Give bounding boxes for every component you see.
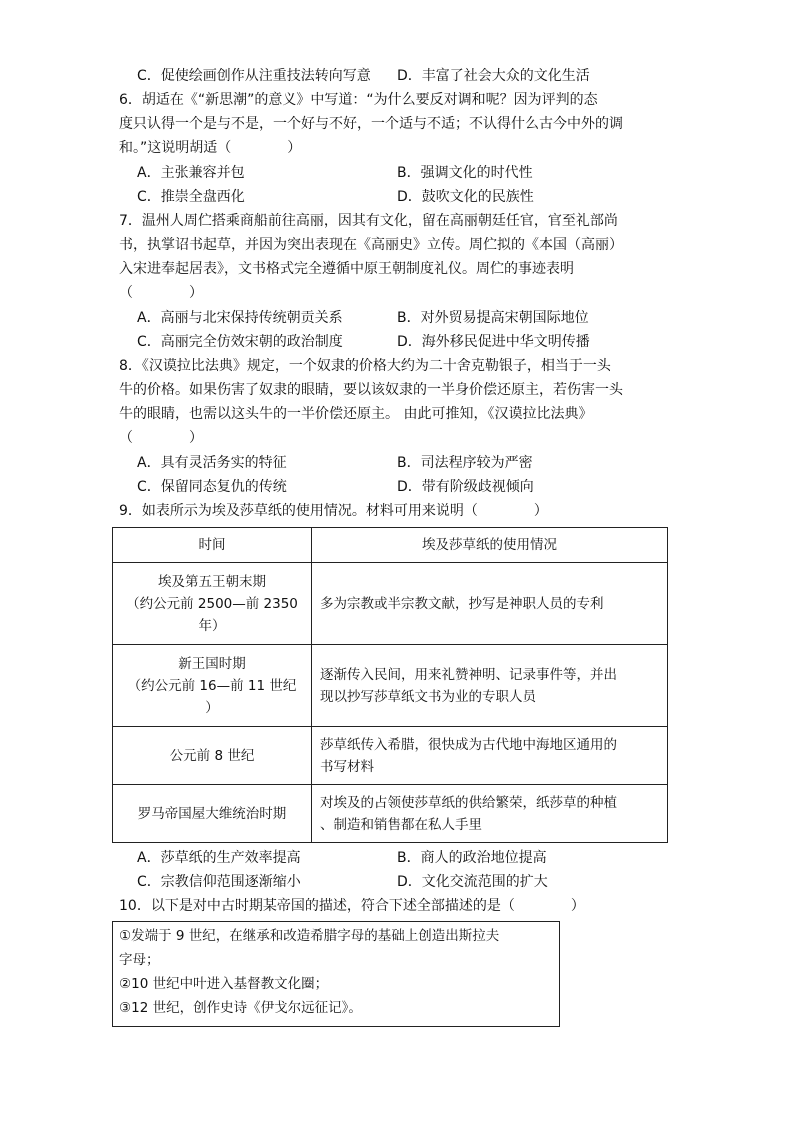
q7-answer-blank: （ ） xyxy=(119,285,203,301)
q7-option-b: B．对外贸易提高宋朝国际地位 xyxy=(397,310,589,326)
q7-option-a: A．高丽与北宋保持传统朝贡关系 xyxy=(137,310,343,326)
q7-option-d: D．海外移民促进中华文明传播 xyxy=(397,334,590,350)
table-row xyxy=(113,563,668,645)
q8-option-b: B．司法程序较为严密 xyxy=(397,455,533,471)
q5-option-d: D．丰富了社会大众的文化生活 xyxy=(397,68,590,84)
table-cell-period: 埃及第五王朝末期 （约公元前 2500—前 2350 年） xyxy=(113,563,312,645)
q10-item-3: ③12 世纪，创作史诗《伊戈尔远征记》。 xyxy=(119,1000,362,1016)
table-header-usage: 埃及莎草纸的使用情况 xyxy=(312,528,668,563)
table-cell-period: 新王国时期 （约公元前 16—前 11 世纪 ） xyxy=(113,645,312,727)
q8-stem-line1: 8．《汉谟拉比法典》规定，一个奴隶的价格大约为二十舍克勒银子，相当于一头 xyxy=(119,358,611,374)
q7-stem-line2: 书，执掌诏书起草，并因为突出表现在《高丽史》立传。周伫拟的《本国（高丽） xyxy=(119,237,623,253)
q8-stem-line3: 牛的眼睛，也需以这头牛的一半价偿还原主。 由此可推知，《汉谟拉比法典》 xyxy=(119,406,593,422)
q8-answer-blank: （ ） xyxy=(119,430,203,446)
q9-option-a: A．莎草纸的生产效率提高 xyxy=(137,850,301,866)
table-row xyxy=(113,785,668,843)
q10-item-1-cont: 字母； xyxy=(119,952,160,968)
q8-option-c: C．保留同态复仇的传统 xyxy=(137,479,287,495)
table-header-time: 时间 xyxy=(113,528,312,563)
q9-option-b: B．商人的政治地位提高 xyxy=(397,850,547,866)
papyrus-usage-table xyxy=(112,527,668,843)
table-cell-usage: 对埃及的占领使莎草纸的供给繁荣，纸莎草的种植 、制造和销售都在私人手里 xyxy=(312,785,668,843)
q10-stem: 10．以下是对中古时期某帝国的描述，符合下述全部描述的是（ ） xyxy=(119,898,585,914)
q8-option-a: A．具有灵活务实的特征 xyxy=(137,455,287,471)
table-cell-usage: 莎草纸传入希腊，很快成为古代地中海地区通用的 书写材料 xyxy=(312,727,668,785)
q7-option-c: C．高丽完全仿效宋朝的政治制度 xyxy=(137,334,343,350)
q9-stem: 9．如表所示为埃及莎草纸的使用情况。材料可用来说明（ ） xyxy=(119,503,548,519)
q6-option-d: D．鼓吹文化的民族性 xyxy=(397,189,534,205)
q10-item-2: ②10 世纪中叶进入基督教文化圈； xyxy=(119,976,329,992)
table-header-row xyxy=(113,528,668,563)
table-cell-usage: 多为宗教或半宗教文献，抄写是神职人员的专利 xyxy=(312,563,668,645)
q8-stem-line2: 牛的价格。如果伤害了奴隶的眼睛，要以该奴隶的一半身价偿还原主，若伤害一头 xyxy=(119,382,623,398)
table-cell-period: 罗马帝国屋大维统治时期 xyxy=(113,785,312,843)
q6-stem-line3: 和。”这说明胡适（ ） xyxy=(119,140,302,156)
q10-item-1: ①发端于 9 世纪，在继承和改造希腊字母的基础上创造出斯拉夫 xyxy=(119,928,500,944)
q6-option-a: A．主张兼容并包 xyxy=(137,165,245,181)
q6-stem-line2: 度只认得一个是与不是，一个好与不好，一个适与不适；不认得什么古今中外的调 xyxy=(119,116,623,132)
table-row xyxy=(113,645,668,727)
q6-option-c: C．推崇全盘西化 xyxy=(137,189,245,205)
q6-option-b: B．强调文化的时代性 xyxy=(397,165,533,181)
table-row xyxy=(113,727,668,785)
q10-material-box xyxy=(112,921,560,1027)
table-cell-period: 公元前 8 世纪 xyxy=(113,727,312,785)
table-cell-usage: 逐渐传入民间，用来礼赞神明、记录事件等，并出 现以抄写莎草纸文书为业的专职人员 xyxy=(312,645,668,727)
q9-option-c: C．宗教信仰范围逐渐缩小 xyxy=(137,874,301,890)
q9-option-d: D．文化交流范围的扩大 xyxy=(397,874,548,890)
q6-stem-line1: 6．胡适在《“新思潮”的意义》中写道：“为什么要反对调和呢？因为评判的态 xyxy=(119,92,598,108)
q8-option-d: D．带有阶级歧视倾向 xyxy=(397,479,534,495)
q7-stem-line3: 入宋进奉起居表》，文书格式完全遵循中原王朝制度礼仪。周伫的事迹表明 xyxy=(119,261,574,277)
q5-option-c: C．促使绘画创作从注重技法转向写意 xyxy=(137,68,371,84)
q7-stem-line1: 7．温州人周伫搭乘商船前往高丽，因其有文化，留在高丽朝廷任官，官至礼部尚 xyxy=(119,213,618,229)
